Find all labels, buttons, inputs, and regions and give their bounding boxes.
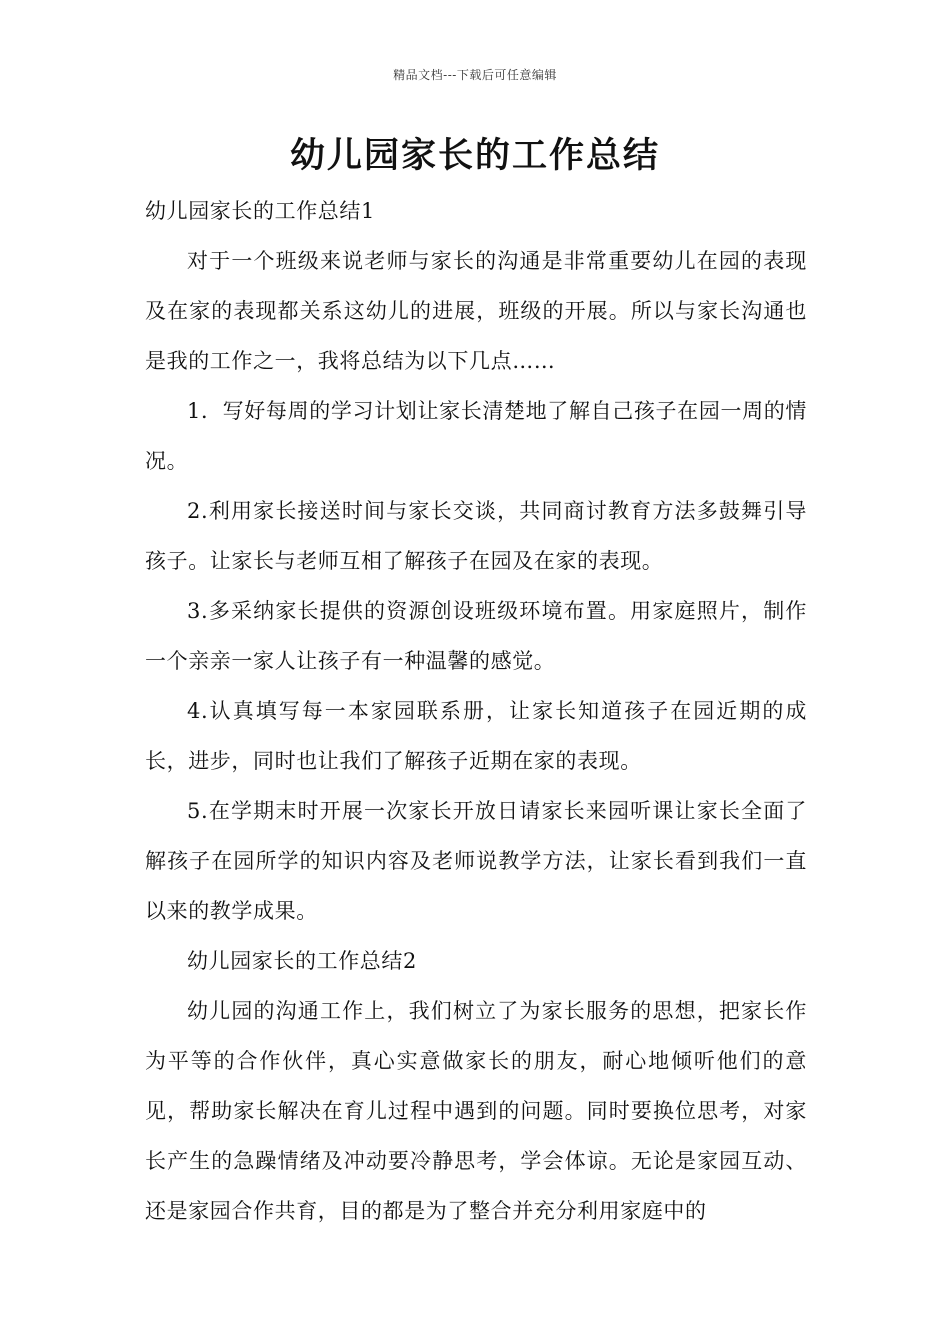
section-heading-2: 幼儿园家长的工作总结2 — [187, 949, 417, 973]
document-title: 幼儿园家长的工作总结 — [289, 136, 660, 176]
section-heading-1: 幼儿园家长的工作总结1 — [145, 199, 375, 223]
header-note: 精品文档---下载后可任意编辑 — [393, 68, 557, 82]
list-item-3: 3.多采纳家长提供的资源创设班级环境布置。用家庭照片，制作一个亲亲一家人让孩子有一种温馨的感觉。 — [145, 599, 807, 673]
list-item-2: 2.利用家长接送时间与家长交谈，共同商讨教育方法多鼓舞引导孩子。让家长与老师互相了解孩子在园及在家的表现。 — [145, 499, 807, 573]
list-item-4: 4.认真填写每一本家园联系册，让家长知道孩子在园近期的成长，进步，同时也让我们了解孩子近期在家的表现。 — [145, 699, 807, 773]
paragraph-intro: 对于一个班级来说老师与家长的沟通是非常重要幼儿在园的表现及在家的表现都关系这幼儿的进展，班级的开展。所以与家长沟通也是我的工作之一，我将总结为以下几点…… — [145, 249, 807, 373]
list-item-1: 1．写好每周的学习计划让家长清楚地了解自己孩子在园一周的情况。 — [145, 399, 807, 473]
document-body — [145, 186, 807, 1236]
paragraph-section-2: 幼儿园的沟通工作上，我们树立了为家长服务的思想，把家长作为平等的合作伙伴，真心实意做家长的朋友，耐心地倾听他们的意见，帮助家长解决在育儿过程中遇到的问题。同时要换位思考，对家长产生的急躁情绪及冲动要冷静思考，学会体谅。无论是家园互动、还是家园合作共育，目的都是为了整合并充分利用家庭中的 — [145, 999, 807, 1223]
list-item-5: 5.在学期末时开展一次家长开放日请家长来园听课让家长全面了解孩子在园所学的知识内容及老师说教学方法，让家长看到我们一直以来的教学成果。 — [145, 799, 807, 923]
